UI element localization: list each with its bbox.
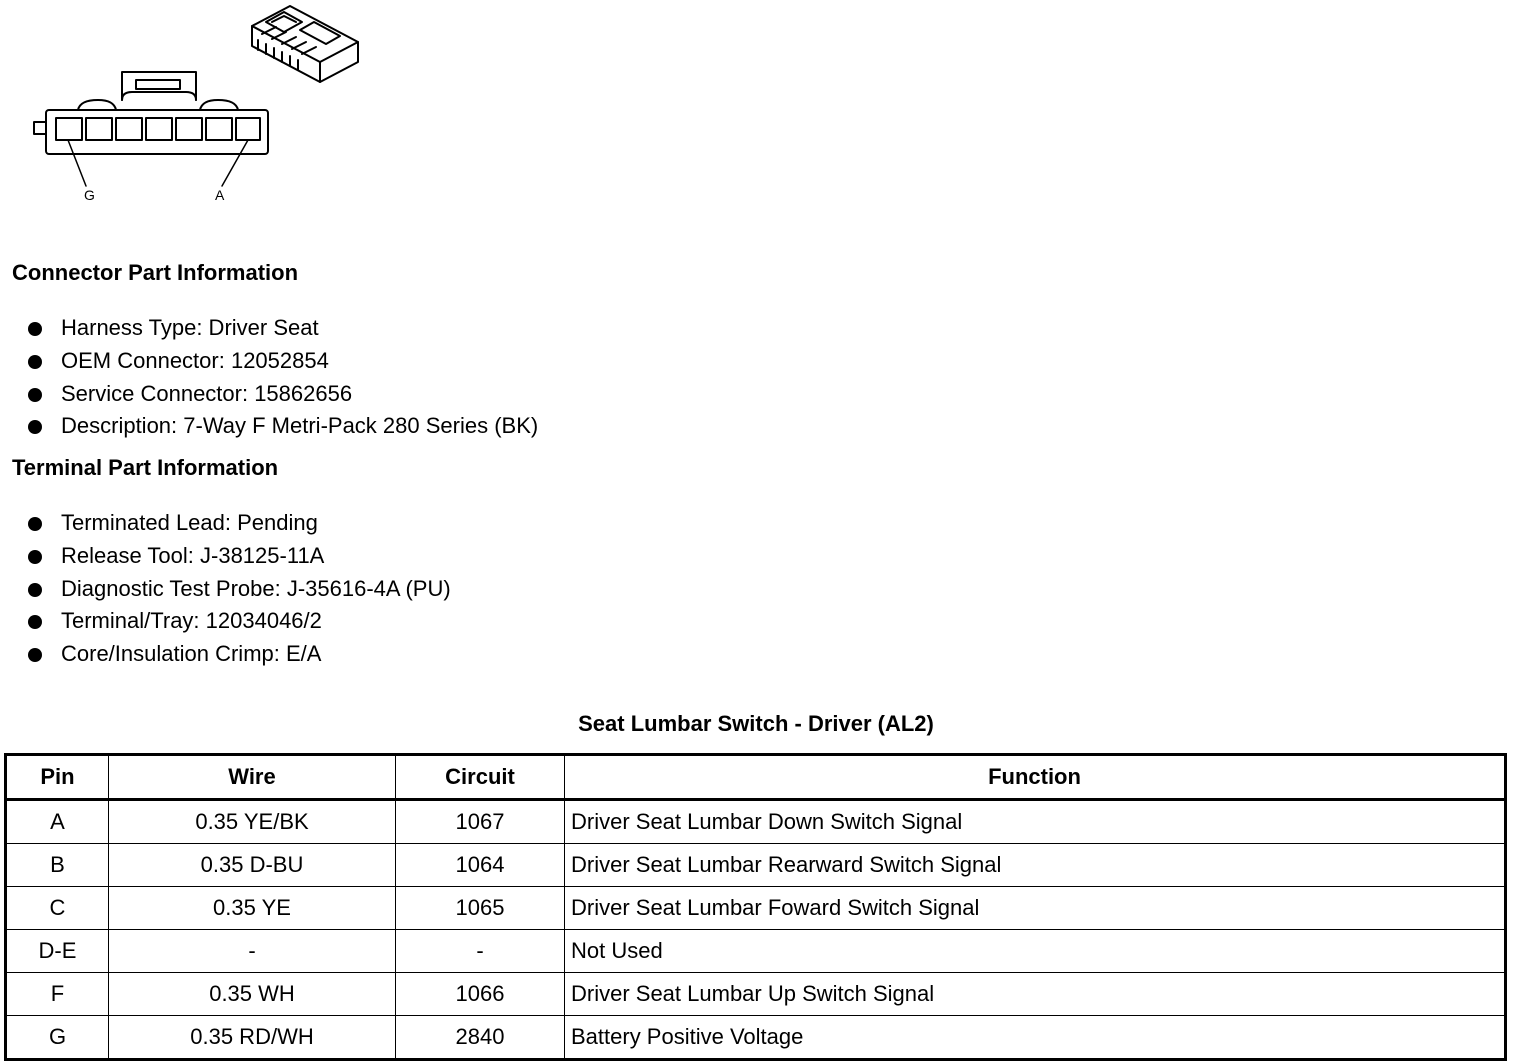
table-row: [6, 887, 1506, 930]
terminal-info-list: [28, 507, 451, 671]
pin-label-a: A: [215, 187, 225, 203]
bullet-icon: [28, 355, 42, 369]
cell-wire: 0.35 YE/BK: [109, 800, 396, 844]
bullet-icon: [28, 322, 42, 336]
cell-circuit: 2840: [396, 1016, 565, 1060]
table-header-row: [6, 755, 1506, 800]
cell-circuit: -: [396, 930, 565, 973]
list-item-text: Harness Type: Driver Seat: [61, 315, 319, 340]
connector-front-view: [34, 72, 268, 186]
cell-pin: G: [6, 1016, 109, 1060]
list-item: [28, 638, 451, 671]
list-item: [28, 573, 451, 606]
table-row: [6, 973, 1506, 1016]
bullet-icon: [28, 648, 42, 662]
cell-wire: 0.35 D-BU: [109, 844, 396, 887]
list-item: [28, 378, 538, 411]
pinout-table: [4, 753, 1507, 1061]
table-title: Seat Lumbar Switch - Driver (AL2): [578, 711, 934, 736]
list-item-text: Terminal/Tray: 12034046/2: [61, 608, 322, 634]
list-item: [28, 540, 451, 573]
list-item: [28, 312, 538, 345]
cell-function: Driver Seat Lumbar Rearward Switch Signal: [565, 844, 1506, 887]
cell-circuit: 1065: [396, 887, 565, 930]
cell-function: Battery Positive Voltage: [565, 1016, 1506, 1060]
bullet-icon: [28, 615, 42, 629]
cell-wire: 0.35 YE: [109, 887, 396, 930]
cell-function: Driver Seat Lumbar Down Switch Signal: [565, 800, 1506, 844]
list-item: [28, 345, 538, 378]
list-item: [28, 605, 451, 638]
header-circuit: Circuit: [396, 755, 565, 800]
table-row: [6, 844, 1506, 887]
cell-circuit: 1067: [396, 800, 565, 844]
bullet-icon: [28, 517, 42, 531]
cell-pin: B: [6, 844, 109, 887]
cell-wire: 0.35 RD/WH: [109, 1016, 396, 1060]
bullet-icon: [28, 420, 42, 434]
list-item-text: Terminated Lead: Pending: [61, 510, 318, 535]
connector-isometric-icon: [252, 6, 358, 82]
connector-diagram: [0, 0, 380, 215]
bullet-icon: [28, 388, 42, 402]
cell-function: Not Used: [565, 930, 1506, 973]
table-row: [6, 800, 1506, 844]
bullet-icon: [28, 583, 42, 597]
list-item-text: Release Tool: J-38125-11A: [61, 542, 325, 568]
header-wire: Wire: [109, 755, 396, 800]
list-item: [28, 507, 451, 540]
table-row: [6, 1016, 1506, 1060]
cell-function: Driver Seat Lumbar Foward Switch Signal: [565, 887, 1506, 930]
pin-label-g: G: [84, 187, 95, 203]
table-row: [6, 930, 1506, 973]
cell-wire: 0.35 WH: [109, 973, 396, 1016]
cell-circuit: 1066: [396, 973, 565, 1016]
list-item-text: Diagnostic Test Probe: J-35616-4A (PU): [61, 575, 451, 601]
connector-info-heading: Connector Part Information: [12, 260, 299, 285]
cell-function: Driver Seat Lumbar Up Switch Signal: [565, 973, 1506, 1016]
header-pin: Pin: [6, 755, 109, 800]
list-item-text: Description: 7-Way F Metri-Pack 280 Series (BK): [61, 413, 539, 439]
list-item-text: Core/Insulation Crimp: E/A: [61, 641, 322, 667]
bullet-icon: [28, 550, 42, 564]
connector-info-list: [28, 312, 538, 443]
list-item-text: Service Connector: 15862656: [61, 380, 353, 406]
terminal-info-heading: Terminal Part Information: [12, 455, 279, 480]
header-function: Function: [565, 755, 1506, 800]
cell-pin: F: [6, 973, 109, 1016]
cell-wire: -: [109, 930, 396, 973]
list-item-text: OEM Connector: 12052854: [61, 347, 329, 373]
list-item: [28, 410, 538, 443]
cell-pin: A: [6, 800, 109, 844]
cell-pin: D-E: [6, 930, 109, 973]
cell-pin: C: [6, 887, 109, 930]
cell-circuit: 1064: [396, 844, 565, 887]
